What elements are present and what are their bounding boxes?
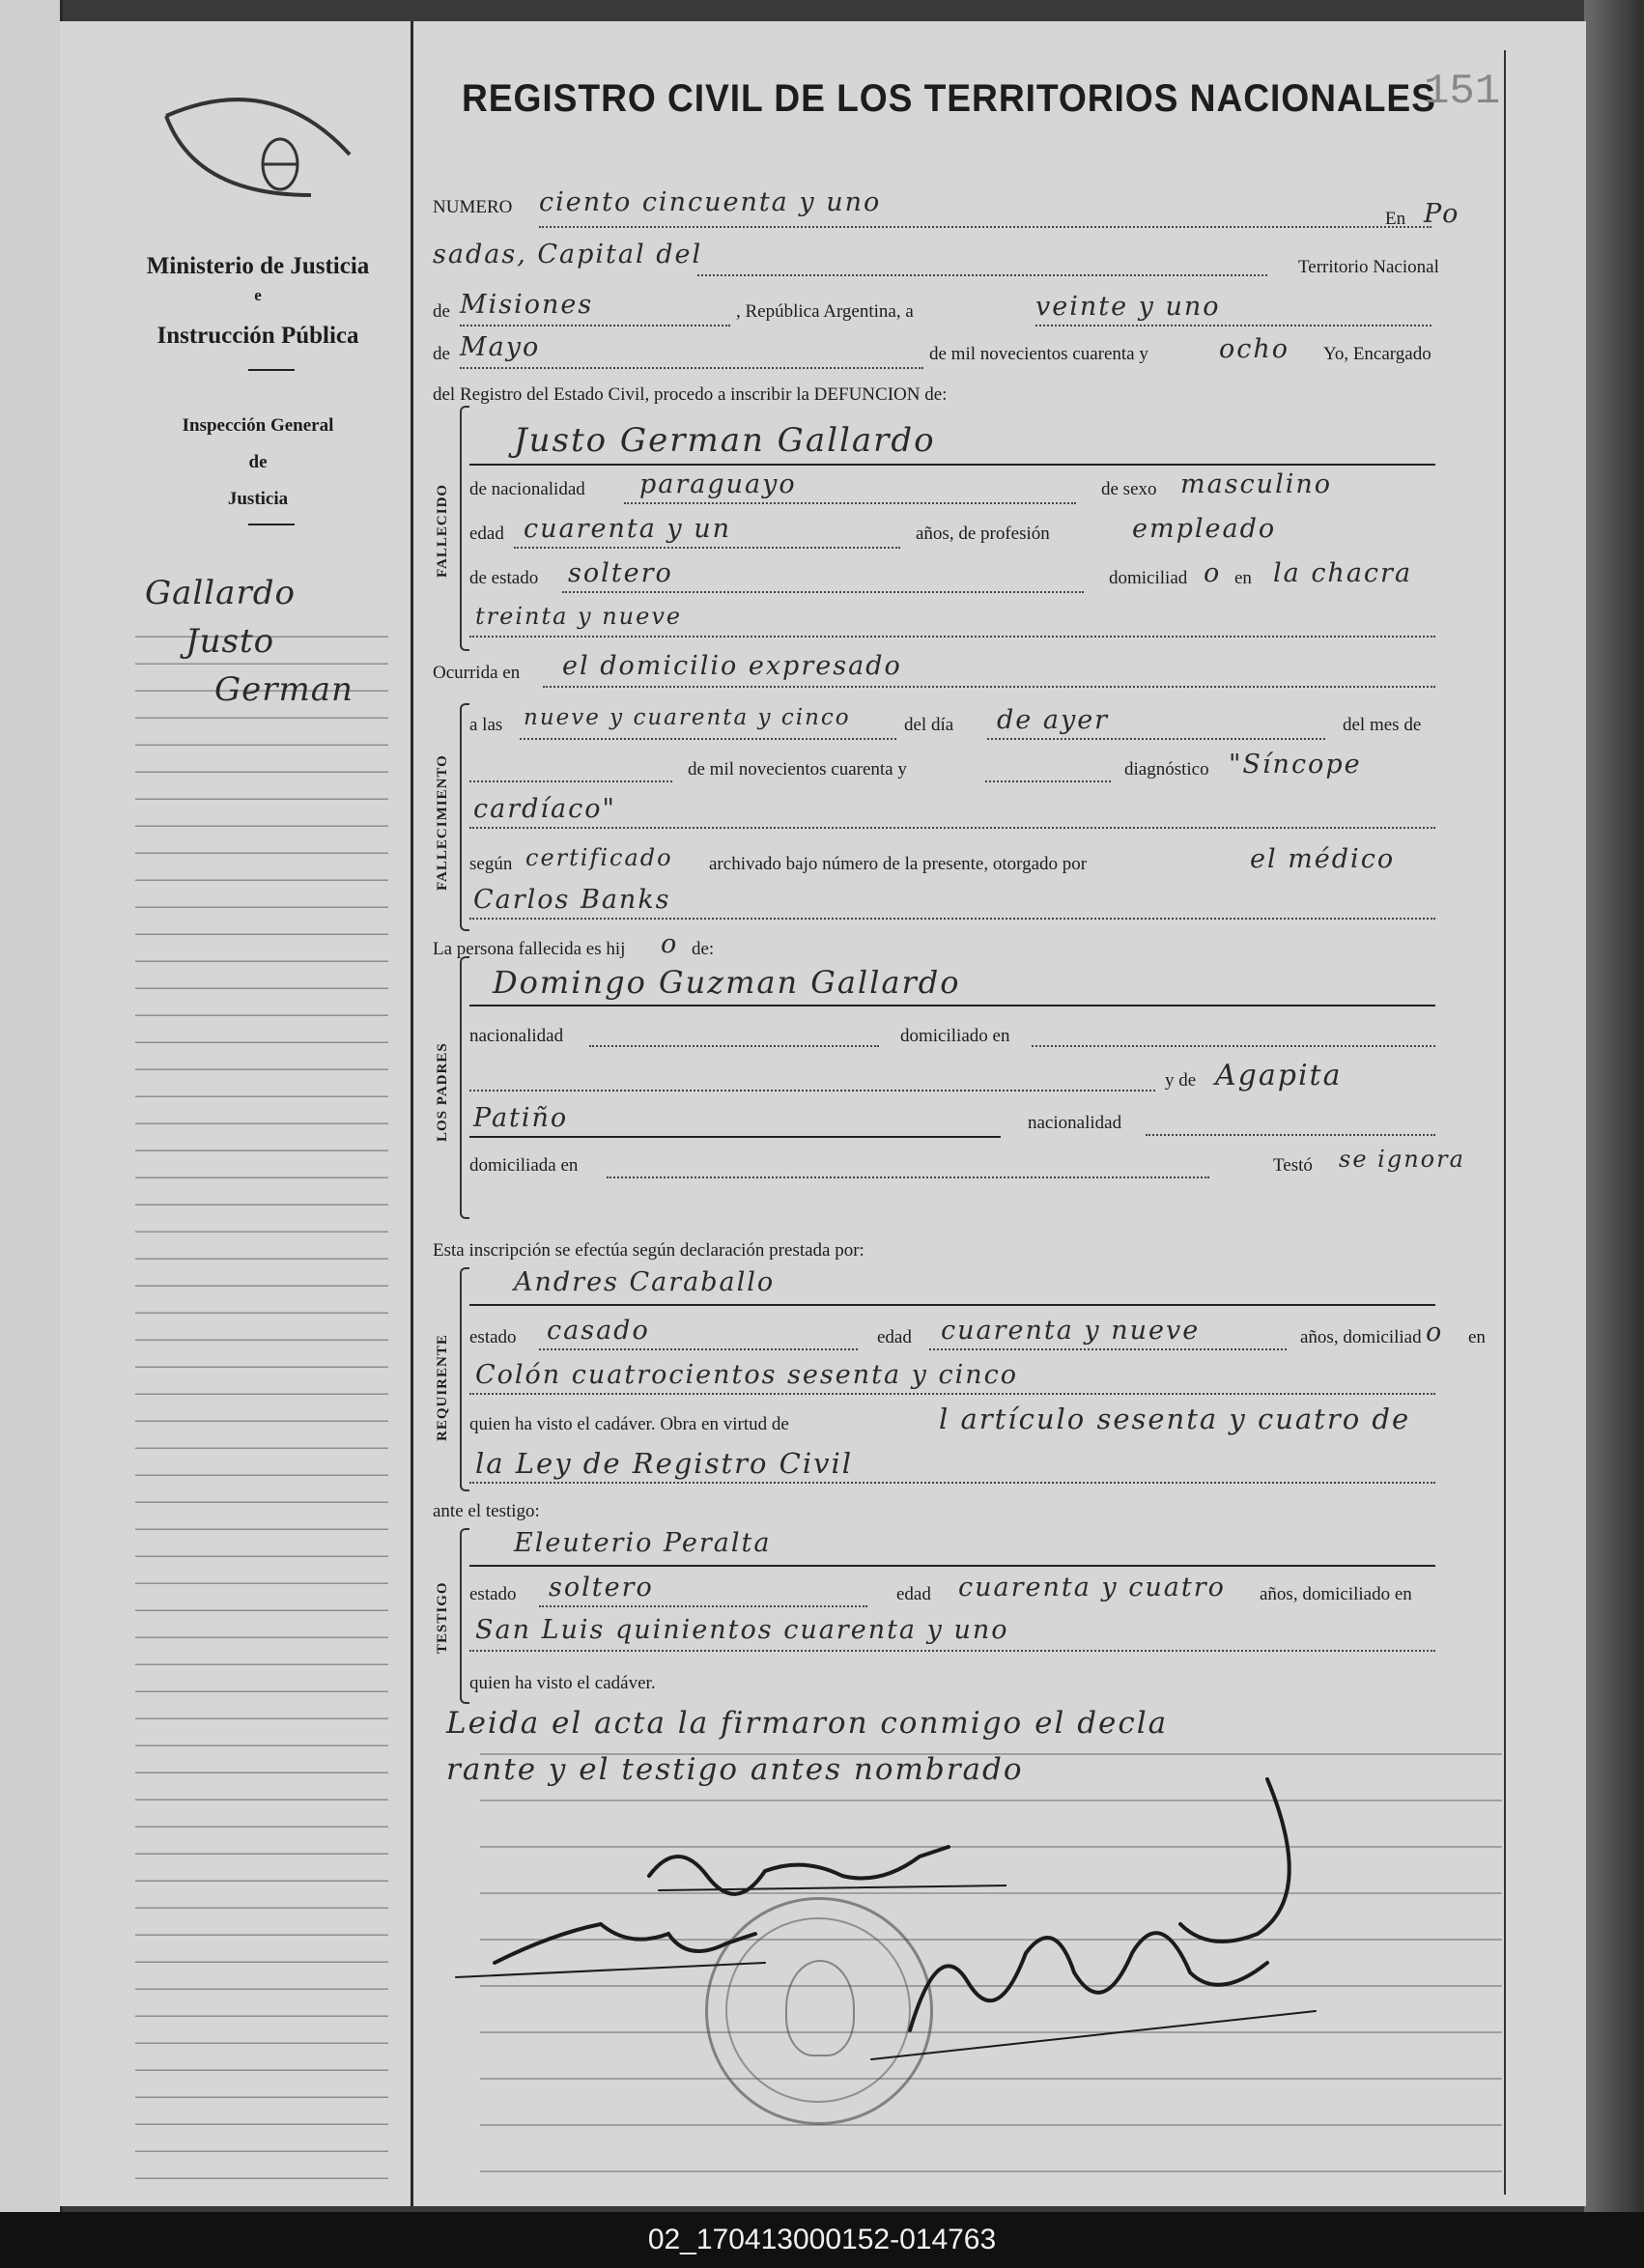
closing-line-1: Leida el acta la firmaron conmigo el decla — [446, 1706, 1169, 1741]
estado-label: de estado — [469, 568, 539, 588]
day-line — [1035, 325, 1431, 326]
testigo-domicilio-value: San Luis quinientos cuarenta y uno — [475, 1615, 1009, 1645]
testigo-estado-label: estado — [469, 1584, 517, 1604]
testigo-edad-value: cuarenta y cuatro — [958, 1573, 1226, 1602]
padres-brace — [460, 956, 469, 1219]
domiciliada-line — [607, 1177, 1209, 1178]
image-id-footer: 02_170413000152-014763 — [0, 2212, 1644, 2268]
ocurrida-line — [543, 686, 1435, 688]
stub-divider-2 — [248, 524, 295, 525]
domiciliada-label: domiciliada en — [469, 1155, 579, 1176]
padres-section-label: LOS PADRES — [435, 1042, 450, 1142]
padre-nacionalidad-label: nacionalidad — [469, 1026, 564, 1046]
ministry-name-line1: Ministerio de Justicia — [146, 253, 370, 279]
requirente-name-value: Andres Caraballo — [514, 1267, 776, 1297]
numero-line — [539, 226, 1431, 228]
mes-line — [469, 780, 672, 782]
hijo-suffix: o — [661, 929, 679, 959]
numero-label: NUMERO — [433, 197, 513, 217]
archivado-label: archivado bajo número de la presente, otorgado por — [709, 854, 1088, 874]
testigo-name-line — [469, 1565, 1435, 1567]
encargado-label: Yo, Encargado — [1323, 344, 1431, 364]
hijo-label: La persona fallecida es hij — [433, 939, 626, 959]
hora-label: a las — [469, 715, 503, 735]
previous-page-edge — [0, 0, 63, 2212]
requirente-edad-label: edad — [877, 1327, 912, 1347]
fallecido-brace — [460, 406, 469, 651]
hijo-de-label: de: — [692, 939, 715, 959]
profesion-label: años, de profesión — [916, 524, 1050, 544]
diagnostico-label: diagnóstico — [1124, 759, 1209, 780]
requirente-name-line — [469, 1304, 1435, 1306]
place-continuation: sadas, Capital del — [433, 240, 703, 269]
testigo-anos-label: años, domiciliado en — [1260, 1584, 1412, 1604]
right-margin-rule — [1504, 50, 1506, 2195]
stub-divider — [248, 369, 295, 371]
domicilio-suffix: o — [1204, 558, 1222, 588]
fallecimiento-brace — [460, 703, 469, 931]
fallecimiento-year-label: de mil novecientos cuarenta y — [688, 759, 907, 780]
testo-value: se ignora — [1339, 1146, 1465, 1173]
page-title: REGISTRO CIVIL DE LOS TERRITORIOS NACIONALES — [462, 77, 1436, 120]
fallecimiento-section-label: FALLECIMIENTO — [435, 754, 450, 891]
edad-line — [514, 547, 900, 549]
domicilio-cont-line — [469, 636, 1435, 638]
padre-nacionalidad-line — [589, 1045, 879, 1047]
testigo-edad-label: edad — [896, 1584, 931, 1604]
day-value: veinte y uno — [1035, 292, 1221, 322]
numero-value: ciento cincuenta y uno — [539, 187, 882, 217]
stub-column — [60, 21, 413, 2206]
padre-domiciliado-line — [1032, 1045, 1435, 1047]
requirente-obra-value: l artículo sesenta y cuatro de — [939, 1403, 1411, 1435]
testigo-name-value: Eleuterio Peralta — [514, 1528, 772, 1558]
estado-value: soltero — [568, 558, 673, 588]
domicilio-continuation: treinta y nueve — [475, 603, 683, 630]
testigo-visto-label: quien ha visto el cadáver. — [469, 1673, 656, 1693]
profesion-value: empleado — [1132, 514, 1277, 544]
madre-value-1: Agapita — [1215, 1059, 1343, 1092]
declaracion-label: Esta inscripción se efectúa según declaración prestada por: — [433, 1240, 865, 1261]
diagnostico-value: "Síncope — [1229, 750, 1362, 780]
register-page — [60, 21, 1586, 2206]
y-de-label: y de — [1165, 1070, 1197, 1091]
requirente-anos-label: años, domiciliad — [1300, 1327, 1422, 1347]
testigo-intro-label: ante el testigo: — [433, 1501, 540, 1521]
closing-line-2: rante y el testigo antes nombrado — [446, 1752, 1024, 1787]
requirente-brace — [460, 1267, 469, 1491]
inspection-line1: Inspección General — [182, 415, 334, 436]
hora-value: nueve y cuarenta y cinco — [524, 705, 851, 730]
territory-value: Misiones — [460, 290, 594, 320]
book-cover-edge — [1584, 0, 1644, 2212]
month-de-label: de — [433, 344, 450, 364]
territory-line — [460, 325, 730, 326]
diagnostico-cont-line — [469, 827, 1435, 829]
testigo-domicilio-line — [469, 1650, 1435, 1652]
year-label: de mil novecientos cuarenta y — [929, 344, 1148, 364]
madre-value-2: Patiño — [473, 1103, 569, 1133]
inspection-line2: de — [248, 452, 268, 472]
medico-line — [469, 918, 1435, 920]
edad-label: edad — [469, 524, 504, 544]
ministry-name-line2: Instrucción Pública — [156, 323, 359, 349]
testigo-section-label: TESTIGO — [435, 1581, 450, 1654]
requirente-domicilio-value: Colón cuatrocientos sesenta y cinco — [475, 1360, 1019, 1390]
deceased-name-value: Justo German Gallardo — [514, 421, 936, 460]
domicilio-value: la chacra — [1273, 558, 1413, 588]
requirente-domiciliado-suffix: o — [1426, 1318, 1444, 1347]
padre-value: Domingo Guzman Gallardo — [493, 964, 961, 1001]
fallecimiento-year-line — [985, 780, 1111, 782]
nacionalidad-line — [624, 502, 1076, 504]
month-line — [460, 367, 923, 369]
month-value: Mayo — [460, 332, 541, 362]
requirente-visto-label: quien ha visto el cadáver. Obra en virtud de — [469, 1414, 789, 1434]
padre-line — [469, 1005, 1435, 1006]
folio-number: 151 — [1424, 68, 1501, 116]
stub-first-name: Justo — [185, 622, 275, 661]
requirente-obra-cont-line — [469, 1482, 1435, 1484]
segun-label: según — [469, 854, 513, 874]
medico-value: Carlos Banks — [473, 885, 671, 915]
requirente-estado-line — [539, 1348, 858, 1350]
dia-line — [987, 738, 1325, 740]
nacionalidad-value: paraguayo — [639, 469, 797, 499]
signature-2 — [437, 1895, 842, 2001]
testo-label: Testó — [1273, 1155, 1313, 1176]
requirente-section-label: REQUIRENTE — [435, 1334, 450, 1441]
dia-label: del día — [904, 715, 954, 735]
estado-line — [562, 591, 1084, 593]
deceased-name-line — [469, 464, 1435, 466]
testigo-estado-line — [539, 1605, 867, 1607]
diagnostico-continuation: cardíaco" — [473, 794, 616, 824]
year-value: ocho — [1219, 334, 1290, 364]
dia-value: de ayer — [997, 705, 1110, 735]
testigo-brace — [460, 1528, 469, 1704]
edad-value: cuarenta y un — [524, 514, 732, 544]
stub-ruled-lines — [135, 610, 388, 2185]
en-label: En — [1385, 209, 1406, 229]
territorio-label: Territorio Nacional — [1298, 257, 1439, 277]
nacionalidad-label: de nacionalidad — [469, 479, 585, 499]
padre-domicilio-cont-line — [469, 1090, 1155, 1091]
certificado-value: certificado — [525, 844, 673, 871]
inscribir-label: del Registro del Estado Civil, procedo a inscribir la DEFUNCION de: — [433, 384, 948, 405]
place-line — [697, 274, 1267, 276]
sexo-label: de sexo — [1101, 479, 1157, 499]
requirente-domicilio-line — [469, 1393, 1435, 1395]
madre-nacionalidad-line — [1146, 1134, 1435, 1136]
ministry-name-conjunction: e — [254, 286, 262, 304]
requirente-estado-value: casado — [547, 1316, 650, 1346]
hora-line — [520, 738, 896, 740]
ocurrida-label: Ocurrida en — [433, 663, 521, 683]
madre-nacionalidad-label: nacionalidad — [1028, 1113, 1122, 1133]
testigo-estado-value: soltero — [549, 1573, 654, 1602]
signature-3 — [813, 1741, 1354, 2088]
domicilio-en-label: en — [1234, 568, 1252, 588]
requirente-edad-line — [929, 1348, 1287, 1350]
en-value: Po — [1424, 199, 1460, 229]
requirente-en-label: en — [1468, 1327, 1486, 1347]
requirente-obra-continuation: la Ley de Registro Civil — [475, 1447, 854, 1480]
inspection-line3: Justicia — [227, 489, 289, 509]
republica-label: , República Argentina, a — [736, 301, 914, 322]
stub-surname: Gallardo — [145, 574, 296, 612]
territory-de-label: de — [433, 301, 450, 322]
stub-middle-name: German — [214, 670, 354, 709]
ocurrida-value: el domicilio expresado — [562, 651, 902, 681]
ministry-emblem-icon — [156, 79, 379, 224]
requirente-edad-value: cuarenta y nueve — [941, 1316, 1201, 1346]
fallecido-section-label: FALLECIDO — [435, 483, 450, 578]
domicilio-label: domiciliad — [1109, 568, 1188, 588]
otorgado-value: el médico — [1250, 844, 1396, 874]
sexo-value: masculino — [1180, 469, 1332, 499]
madre-line — [469, 1136, 1001, 1138]
padre-domiciliado-label: domiciliado en — [900, 1026, 1010, 1046]
requirente-estado-label: estado — [469, 1327, 517, 1347]
mes-label: del mes de — [1343, 715, 1422, 735]
